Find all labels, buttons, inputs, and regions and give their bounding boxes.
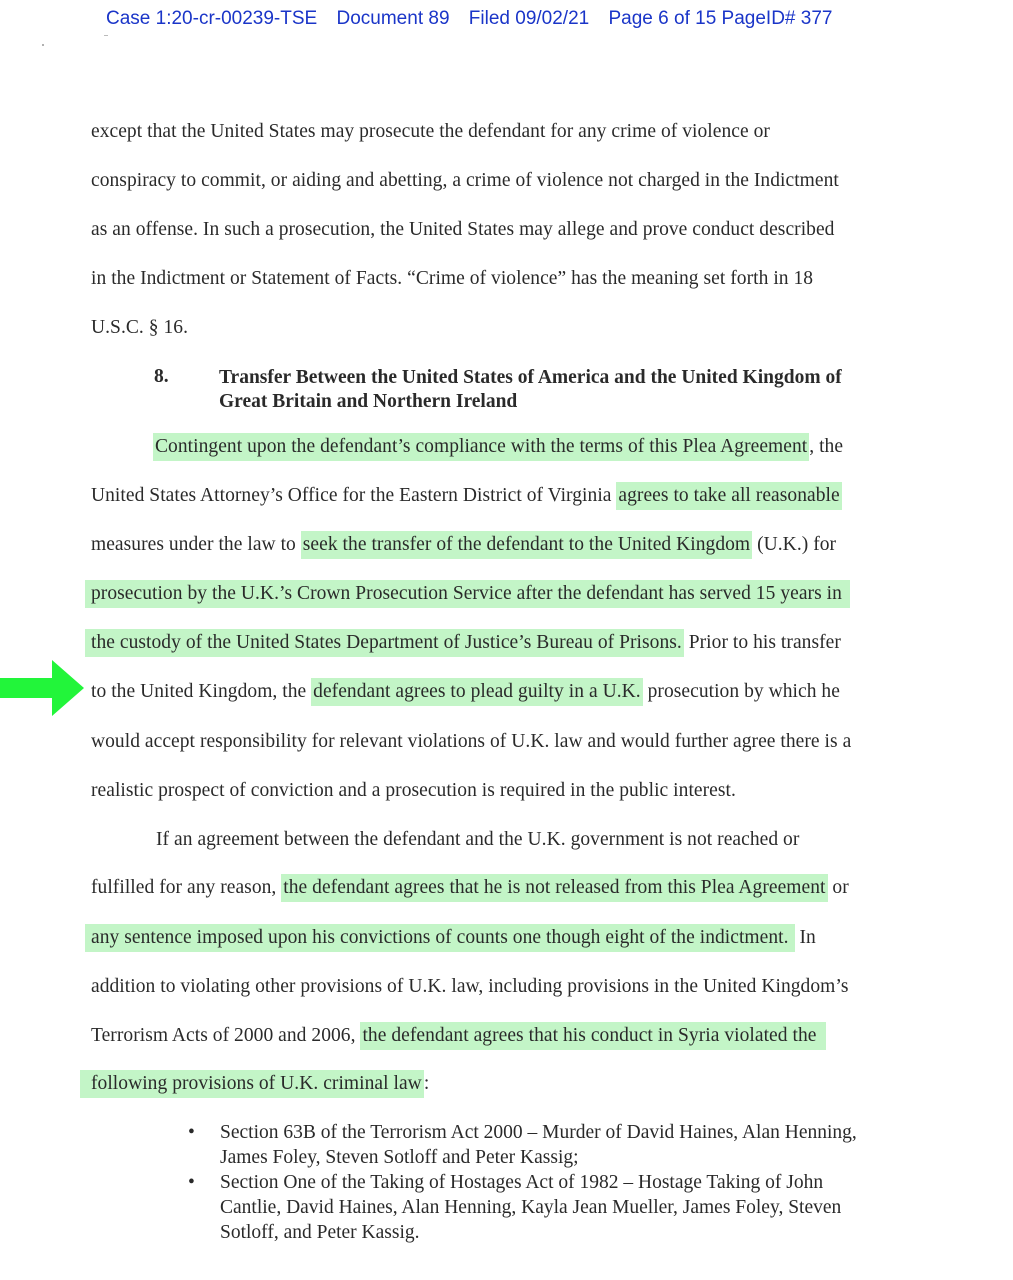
text-line (85, 582, 850, 606)
bullet-icon: • (188, 1172, 195, 1193)
highlighted-text: the defendant agrees that he is not released from this Plea Agreement (281, 874, 827, 902)
text-line (85, 631, 841, 655)
text-fragment: In (794, 927, 816, 948)
bullet-list (180, 1120, 940, 1245)
text-line: conspiracy to commit, or aiding and abetting, a crime of violence not charged in the Indictment (91, 170, 839, 191)
case-number: Case 1:20-cr-00239-TSE (106, 8, 318, 29)
highlighted-text: Contingent upon the defendant’s compliance with the terms of this Plea Agreement (153, 433, 809, 461)
text-line: U.S.C. § 16. (91, 317, 189, 338)
text-line: addition to violating other provisions of U.K. law, including provisions in the United Kingdom’s (91, 976, 849, 997)
text-fragment: Terrorism Acts of 2000 and 2006, (91, 1025, 361, 1046)
highlighted-text: seek the transfer of the defendant to the United Kingdom (301, 531, 752, 559)
section-title-line: Great Britain and Northern Ireland (219, 391, 518, 412)
text-line (91, 1024, 826, 1048)
text-fragment: to the United Kingdom, the (91, 681, 312, 702)
section-number: 8. (154, 366, 169, 387)
text-fragment: United States Attorney’s Office for the Eastern District of Virginia (91, 485, 617, 506)
text-line (85, 926, 816, 950)
section-title (219, 366, 919, 414)
highlighted-text: following provisions of U.K. criminal law (80, 1070, 424, 1098)
text-line: realistic prospect of conviction and a prosecution is required in the public interest. (91, 780, 736, 801)
text-fragment: Prior to his transfer (683, 632, 841, 653)
text-fragment: : (423, 1073, 430, 1094)
highlighted-text: the defendant agrees that his conduct in Syria violated the (360, 1022, 826, 1050)
text-fragment: or (827, 877, 849, 898)
text-fragment: , the (809, 436, 844, 457)
text-fragment: (U.K.) for (752, 534, 837, 555)
highlighted-text: agrees to take all reasonable (616, 482, 841, 510)
page-id: Page 6 of 15 PageID# 377 (608, 8, 833, 29)
text-fragment: measures under the law to (91, 534, 301, 555)
text-fragment: prosecution by which he (642, 681, 840, 702)
text-line: in the Indictment or Statement of Facts. “Crime of violence” has the meaning set forth in 18 (91, 268, 814, 289)
list-item-text: Section 63B of the Terrorism Act 2000 – Murder of David Haines, Alan Henning, (220, 1122, 857, 1143)
list-item (180, 1120, 940, 1170)
document-number: Document 89 (336, 8, 450, 29)
text-fragment: fulfilled for any reason, (91, 877, 282, 898)
bullet-icon: • (188, 1122, 195, 1143)
case-header (106, 8, 846, 30)
text-line: If an agreement between the defendant and the U.K. government is not reached or (156, 829, 800, 850)
filed-date: Filed 09/02/21 (468, 8, 590, 29)
scan-speck (42, 44, 44, 46)
highlighted-text: defendant agrees to plead guilty in a U.K. (311, 678, 643, 706)
list-item-text: Section One of the Taking of Hostages Act of 1982 – Hostage Taking of John (220, 1172, 824, 1193)
highlighted-text: the custody of the United States Department of Justice’s Bureau of Prisons. (85, 629, 684, 657)
text-line: as an offense. In such a prosecution, the United States may allege and prove conduct described (91, 219, 835, 240)
scan-speck (104, 35, 108, 36)
text-line: except that the United States may prosecute the defendant for any crime of violence or (91, 121, 770, 142)
list-item (180, 1170, 940, 1245)
text-line (91, 680, 840, 704)
text-line (153, 435, 843, 459)
text-line (91, 876, 849, 900)
highlighted-text: any sentence imposed upon his convictions of counts one though eight of the indictment. (85, 924, 795, 952)
highlighted-text: prosecution by the U.K.’s Crown Prosecution Service after the defendant has served 15 years in (85, 580, 850, 608)
list-item-text: Sotloff, and Peter Kassig. (220, 1222, 420, 1243)
text-line: would accept responsibility for relevant violations of U.K. law and would further agree there is a (91, 731, 852, 752)
list-item-text: Cantlie, David Haines, Alan Henning, Kayla Jean Mueller, James Foley, Steven (220, 1197, 842, 1218)
text-line (91, 533, 836, 557)
section-title-line: Transfer Between the United States of America and the United Kingdom of (219, 367, 842, 388)
green-arrow-icon (0, 660, 90, 720)
text-line (91, 484, 842, 508)
text-line (80, 1072, 429, 1096)
list-item-text: James Foley, Steven Sotloff and Peter Kassig; (220, 1147, 579, 1168)
